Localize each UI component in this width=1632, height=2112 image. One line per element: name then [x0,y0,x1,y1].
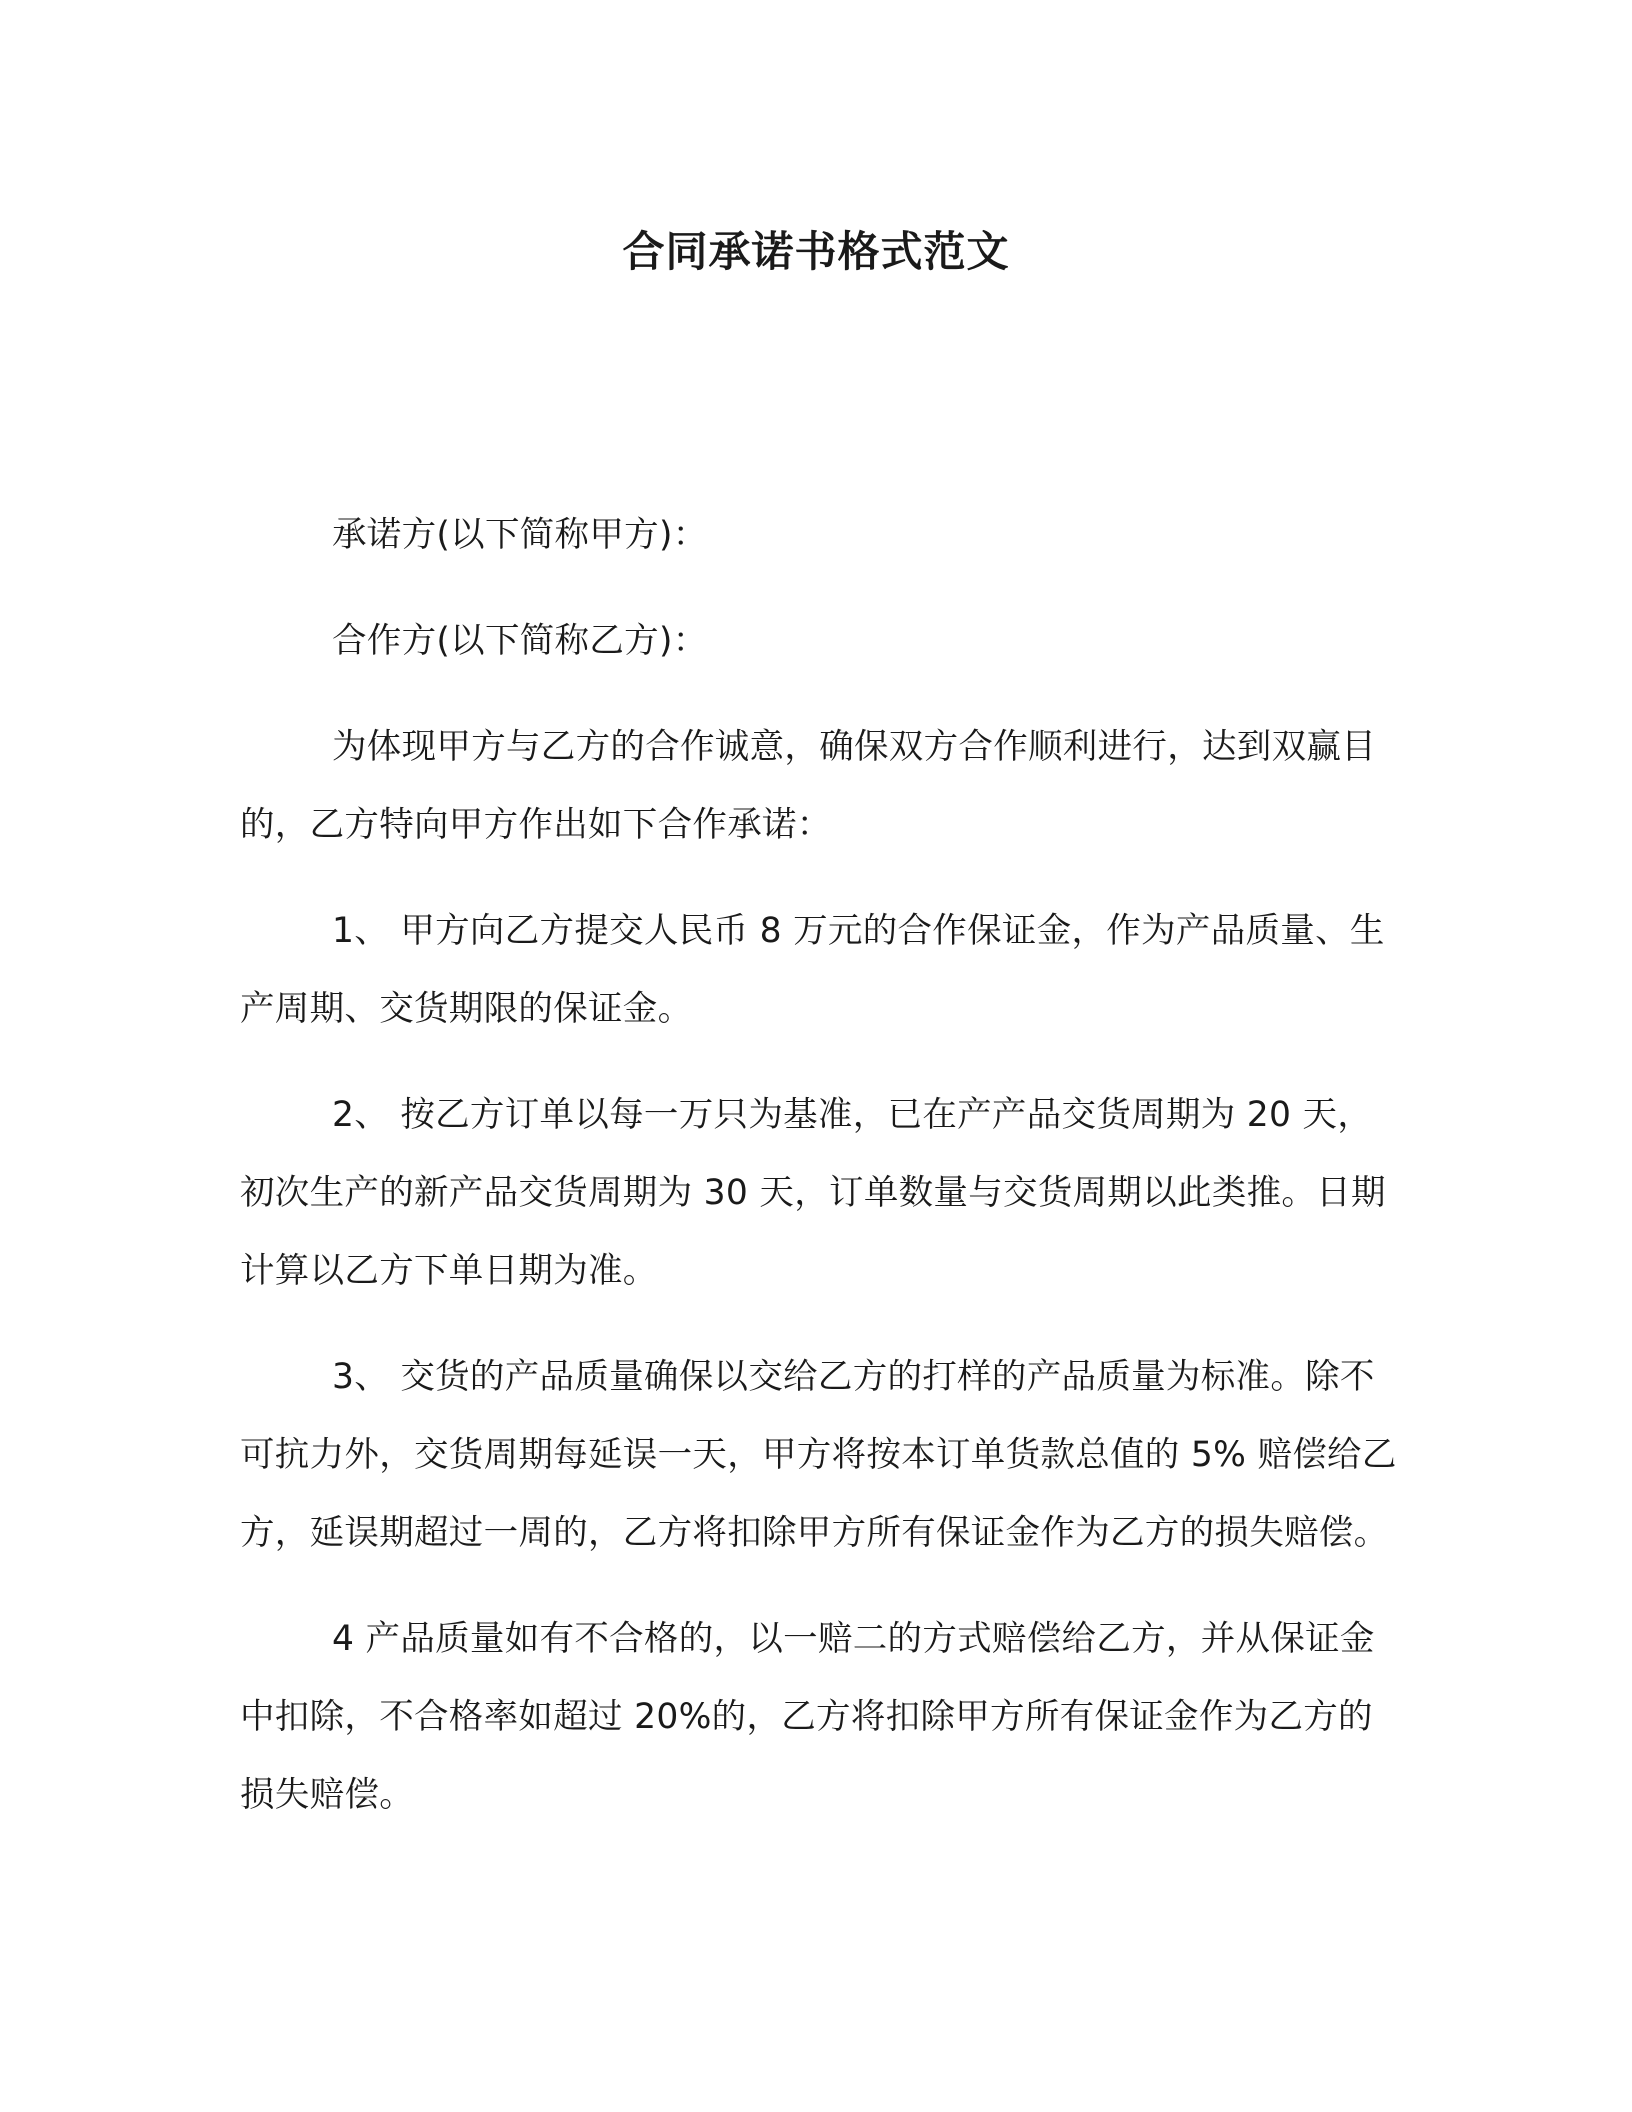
intro-paragraph: 为体现甲方与乙方的合作诚意，确保双方合作顺利进行，达到双赢目的，乙方特向甲方作出如下合作承诺： [240,727,1376,845]
clause-1: 1、 甲方向乙方提交人民币 8 万元的合作保证金，作为产品质量、生产周期、交货期限的保证金。 [240,911,1385,1029]
document-body [240,496,1400,1862]
partner-line: 合作方(以下简称乙方)： [332,621,708,661]
clause-3: 3、 交货的产品质量确保以交给乙方的打样的产品质量为标准。除不可抗力外，交货周期每延误一天，甲方将按本订单货款总值的 5% 赔偿给乙方，延误期超过一周的，乙方将扣除甲方所有保证金作为乙方的损失赔偿。 [240,1357,1397,1553]
clause-4: 4 产品质量如有不合格的，以一赔二的方式赔偿给乙方，并从保证金中扣除，不合格率如超过 20%的，乙方将扣除甲方所有保证金作为乙方的损失赔偿。 [240,1619,1375,1815]
clause-2: 2、 按乙方订单以每一万只为基准，已在产产品交货周期为 20 天，初次生产的新产品交货周期为 30 天，订单数量与交货周期以此类推。日期计算以乙方下单日期为准。 [240,1095,1386,1291]
promisor-line: 承诺方(以下简称甲方)： [332,515,708,555]
document-title: 合同承诺书格式范文 [622,227,1010,276]
